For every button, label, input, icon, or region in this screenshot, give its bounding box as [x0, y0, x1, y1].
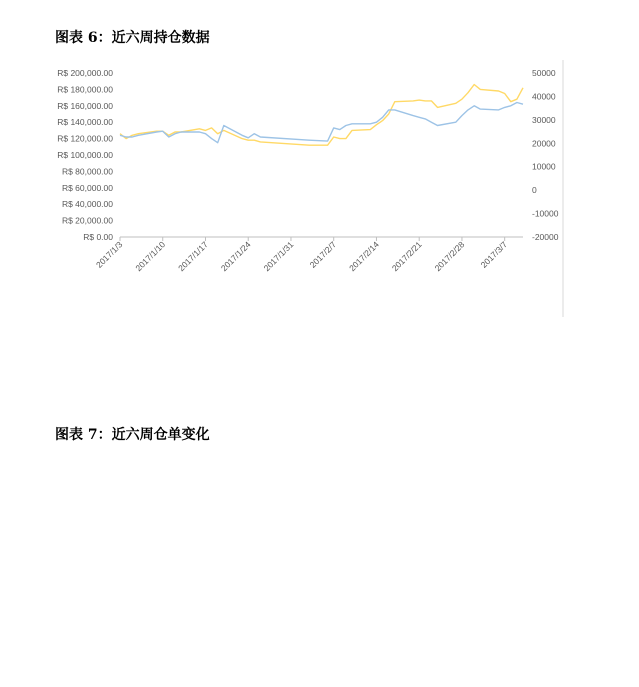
left-axis-tick-label: R$ 120,000.00: [57, 133, 113, 144]
figure-7-title: 图表 7：近六周仓单变化: [55, 427, 210, 443]
right-axis-tick-label: 20000: [532, 138, 556, 149]
x-axis-tick-label: 2017/2/28: [432, 239, 467, 274]
right-axis-tick-label: 0: [532, 185, 537, 196]
x-axis-tick-label: 2017/1/10: [133, 239, 168, 274]
figure-6-title: 图表 6：近六周持仓数据: [55, 30, 210, 46]
x-axis-tick-label: 2017/2/7: [307, 239, 339, 270]
x-axis-tick-label: 2017/2/14: [347, 239, 381, 274]
x-axis-tick-label: 2017/3/7: [478, 239, 510, 270]
right-axis-tick-label: 30000: [532, 114, 556, 125]
x-axis-tick-label: 2017/1/24: [218, 239, 253, 274]
series-line: [120, 103, 523, 143]
right-axis-tick-label: -10000: [532, 208, 559, 219]
left-axis-tick-label: R$ 40,000.00: [61, 199, 113, 210]
x-axis-tick-label: 2017/1/31: [261, 239, 296, 274]
left-axis-tick-label: R$ 100,000.00: [57, 150, 113, 160]
right-axis-tick-label: 40000: [532, 91, 556, 102]
left-axis-tick-label: R$ 80,000.00: [61, 166, 113, 177]
x-axis-tick-label: 2017/1/3: [93, 239, 125, 270]
left-axis-tick-label: R$ 0.00: [83, 232, 113, 242]
left-axis-tick-label: R$ 200,000.00: [57, 68, 113, 78]
left-axis-tick-label: R$ 140,000.00: [57, 117, 113, 128]
left-axis-tick-label: R$ 60,000.00: [61, 182, 113, 193]
left-axis-tick-label: R$ 160,000.00: [57, 100, 113, 111]
right-axis-tick-label: 50000: [532, 68, 556, 78]
position-line-chart: [0, 55, 639, 325]
right-axis-tick-label: 10000: [532, 161, 556, 172]
x-axis-tick-label: 2017/1/17: [176, 239, 210, 274]
x-axis-tick-label: 2017/2/21: [389, 239, 424, 274]
right-axis-tick-label: -20000: [532, 232, 559, 242]
left-axis-tick-label: R$ 20,000.00: [61, 215, 113, 226]
warehouse-receipt-bar-chart: [0, 448, 639, 684]
left-axis-tick-label: R$ 180,000.00: [57, 84, 113, 95]
